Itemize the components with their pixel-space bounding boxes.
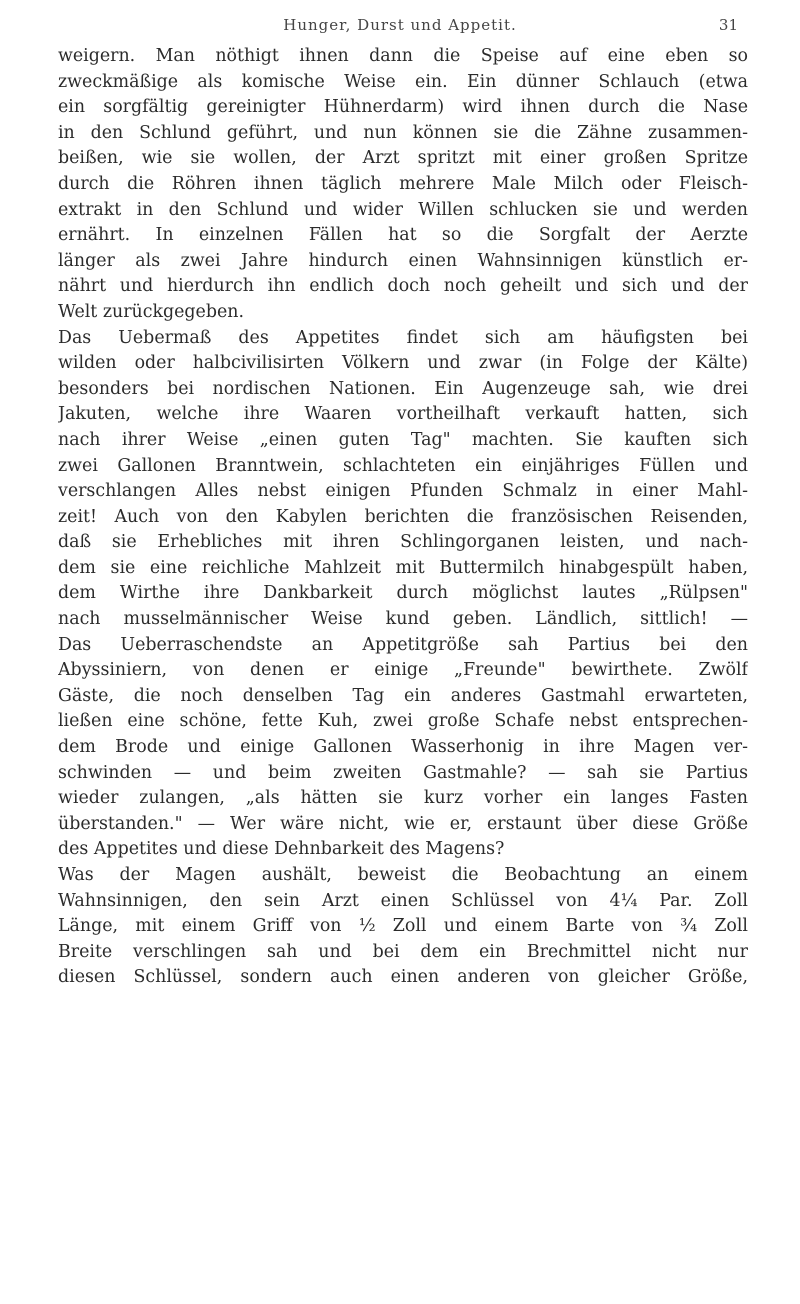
text-line: diesen Schlüssel, sondern auch einen anderen von gleicher Größe, bbox=[58, 967, 748, 988]
text-line: dem sie eine reichliche Mahlzeit mit Buttermilch hinabgespült haben, bbox=[58, 557, 748, 578]
text-line: Breite verschlingen sah und bei dem ein Brechmittel nicht nur bbox=[58, 941, 748, 962]
text-line: zwei Gallonen Branntwein, schlachteten ein einjähriges Füllen und bbox=[58, 455, 748, 476]
text-line: dem Wirthe ihre Dankbarkeit durch möglichst lautes „Rülpsen" bbox=[58, 583, 748, 604]
text-line: Das Uebermaß des Appetites findet sich am häufigsten bei bbox=[58, 327, 748, 348]
text-line: dem Brode und einige Gallonen Wasserhonig in ihre Magen ver- bbox=[58, 737, 748, 758]
text-line: besonders bei nordischen Nationen. Ein Augenzeuge sah, wie drei bbox=[58, 378, 748, 399]
text-line: ein sorgfältig gereinigter Hühnerdarm) wird ihnen durch die Nase bbox=[58, 97, 748, 118]
text-line: nach ihrer Weise „einen guten Tag" machten. Sie kauften sich bbox=[58, 429, 748, 450]
text-line: verschlangen Alles nebst einigen Pfunden Schmalz in einer Mahl- bbox=[58, 481, 748, 502]
text-line: zeit! Auch von den Kabylen berichten die französischen Reisenden, bbox=[58, 506, 748, 527]
text-line: wieder zulangen, „als hätten sie kurz vorher ein langes Fasten bbox=[58, 788, 748, 809]
page-number: 31 bbox=[718, 16, 738, 34]
text-line: Länge, mit einem Griff von ½ Zoll und einem Barte von ¾ Zoll bbox=[58, 916, 748, 937]
text-line: in den Schlund geführt, und nun können sie die Zähne zusammen- bbox=[58, 122, 748, 143]
text-line: wilden oder halbcivilisirten Völkern und zwar (in Folge der Kälte) bbox=[58, 353, 748, 374]
text-line: zweckmäßige als komische Weise ein. Ein dünner Schlauch (etwa bbox=[58, 71, 748, 92]
running-head-title: Hunger, Durst und Appetit. bbox=[283, 16, 517, 34]
text-line: Gäste, die noch denselben Tag ein anderes Gastmahl erwarteten, bbox=[58, 685, 748, 706]
text-line: schwinden — und beim zweiten Gastmahle? — sah sie Partius bbox=[58, 762, 748, 783]
text-line: Das Ueberraschendste an Appetitgröße sah Partius bei den bbox=[58, 634, 748, 655]
text-line: daß sie Erhebliches mit ihren Schlingorganen leisten, und nach- bbox=[58, 532, 748, 553]
text-line: Abyssiniern, von denen er einige „Freunde" bewirthete. Zwölf bbox=[58, 660, 748, 681]
text-line: Was der Magen aushält, beweist die Beobachtung an einem bbox=[58, 865, 748, 885]
text-line: nach musselmännischer Weise kund geben. Ländlich, sittlich! — bbox=[58, 609, 748, 630]
text-line: ernährt. In einzelnen Fällen hat so die Sorgfalt der Aerzte bbox=[58, 225, 748, 246]
text-line: überstanden." — Wer wäre nicht, wie er, erstaunt über diese Größe bbox=[58, 813, 748, 834]
body-text bbox=[58, 44, 748, 991]
text-line: Welt zurückgegeben. bbox=[58, 301, 244, 322]
text-line: durch die Röhren ihnen täglich mehrere Male Milch oder Fleisch- bbox=[58, 173, 748, 194]
text-line: länger als zwei Jahre hindurch einen Wahnsinnigen künstlich er- bbox=[58, 250, 748, 271]
text-line: extrakt in den Schlund und wider Willen schlucken sie und werden bbox=[58, 199, 748, 220]
text-line: beißen, wie sie wollen, der Arzt spritzt mit einer großen Spritze bbox=[58, 148, 748, 169]
text-line: des Appetites und diese Dehnbarkeit des Magens? bbox=[58, 839, 505, 860]
text-line: Jakuten, welche ihre Waaren vortheilhaft verkauft hatten, sich bbox=[58, 404, 748, 425]
text-line: ließen eine schöne, fette Kuh, zwei große Schafe nebst entsprechen- bbox=[58, 711, 748, 732]
text-line: nährt und hierdurch ihn endlich doch noch geheilt und sich und der bbox=[58, 276, 748, 297]
text-line: weigern. Man nöthigt ihnen dann die Speise auf eine eben so bbox=[58, 46, 748, 66]
running-head bbox=[0, 16, 800, 40]
text-line: Wahnsinnigen, den sein Arzt einen Schlüssel von 4¼ Par. Zoll bbox=[58, 890, 748, 911]
